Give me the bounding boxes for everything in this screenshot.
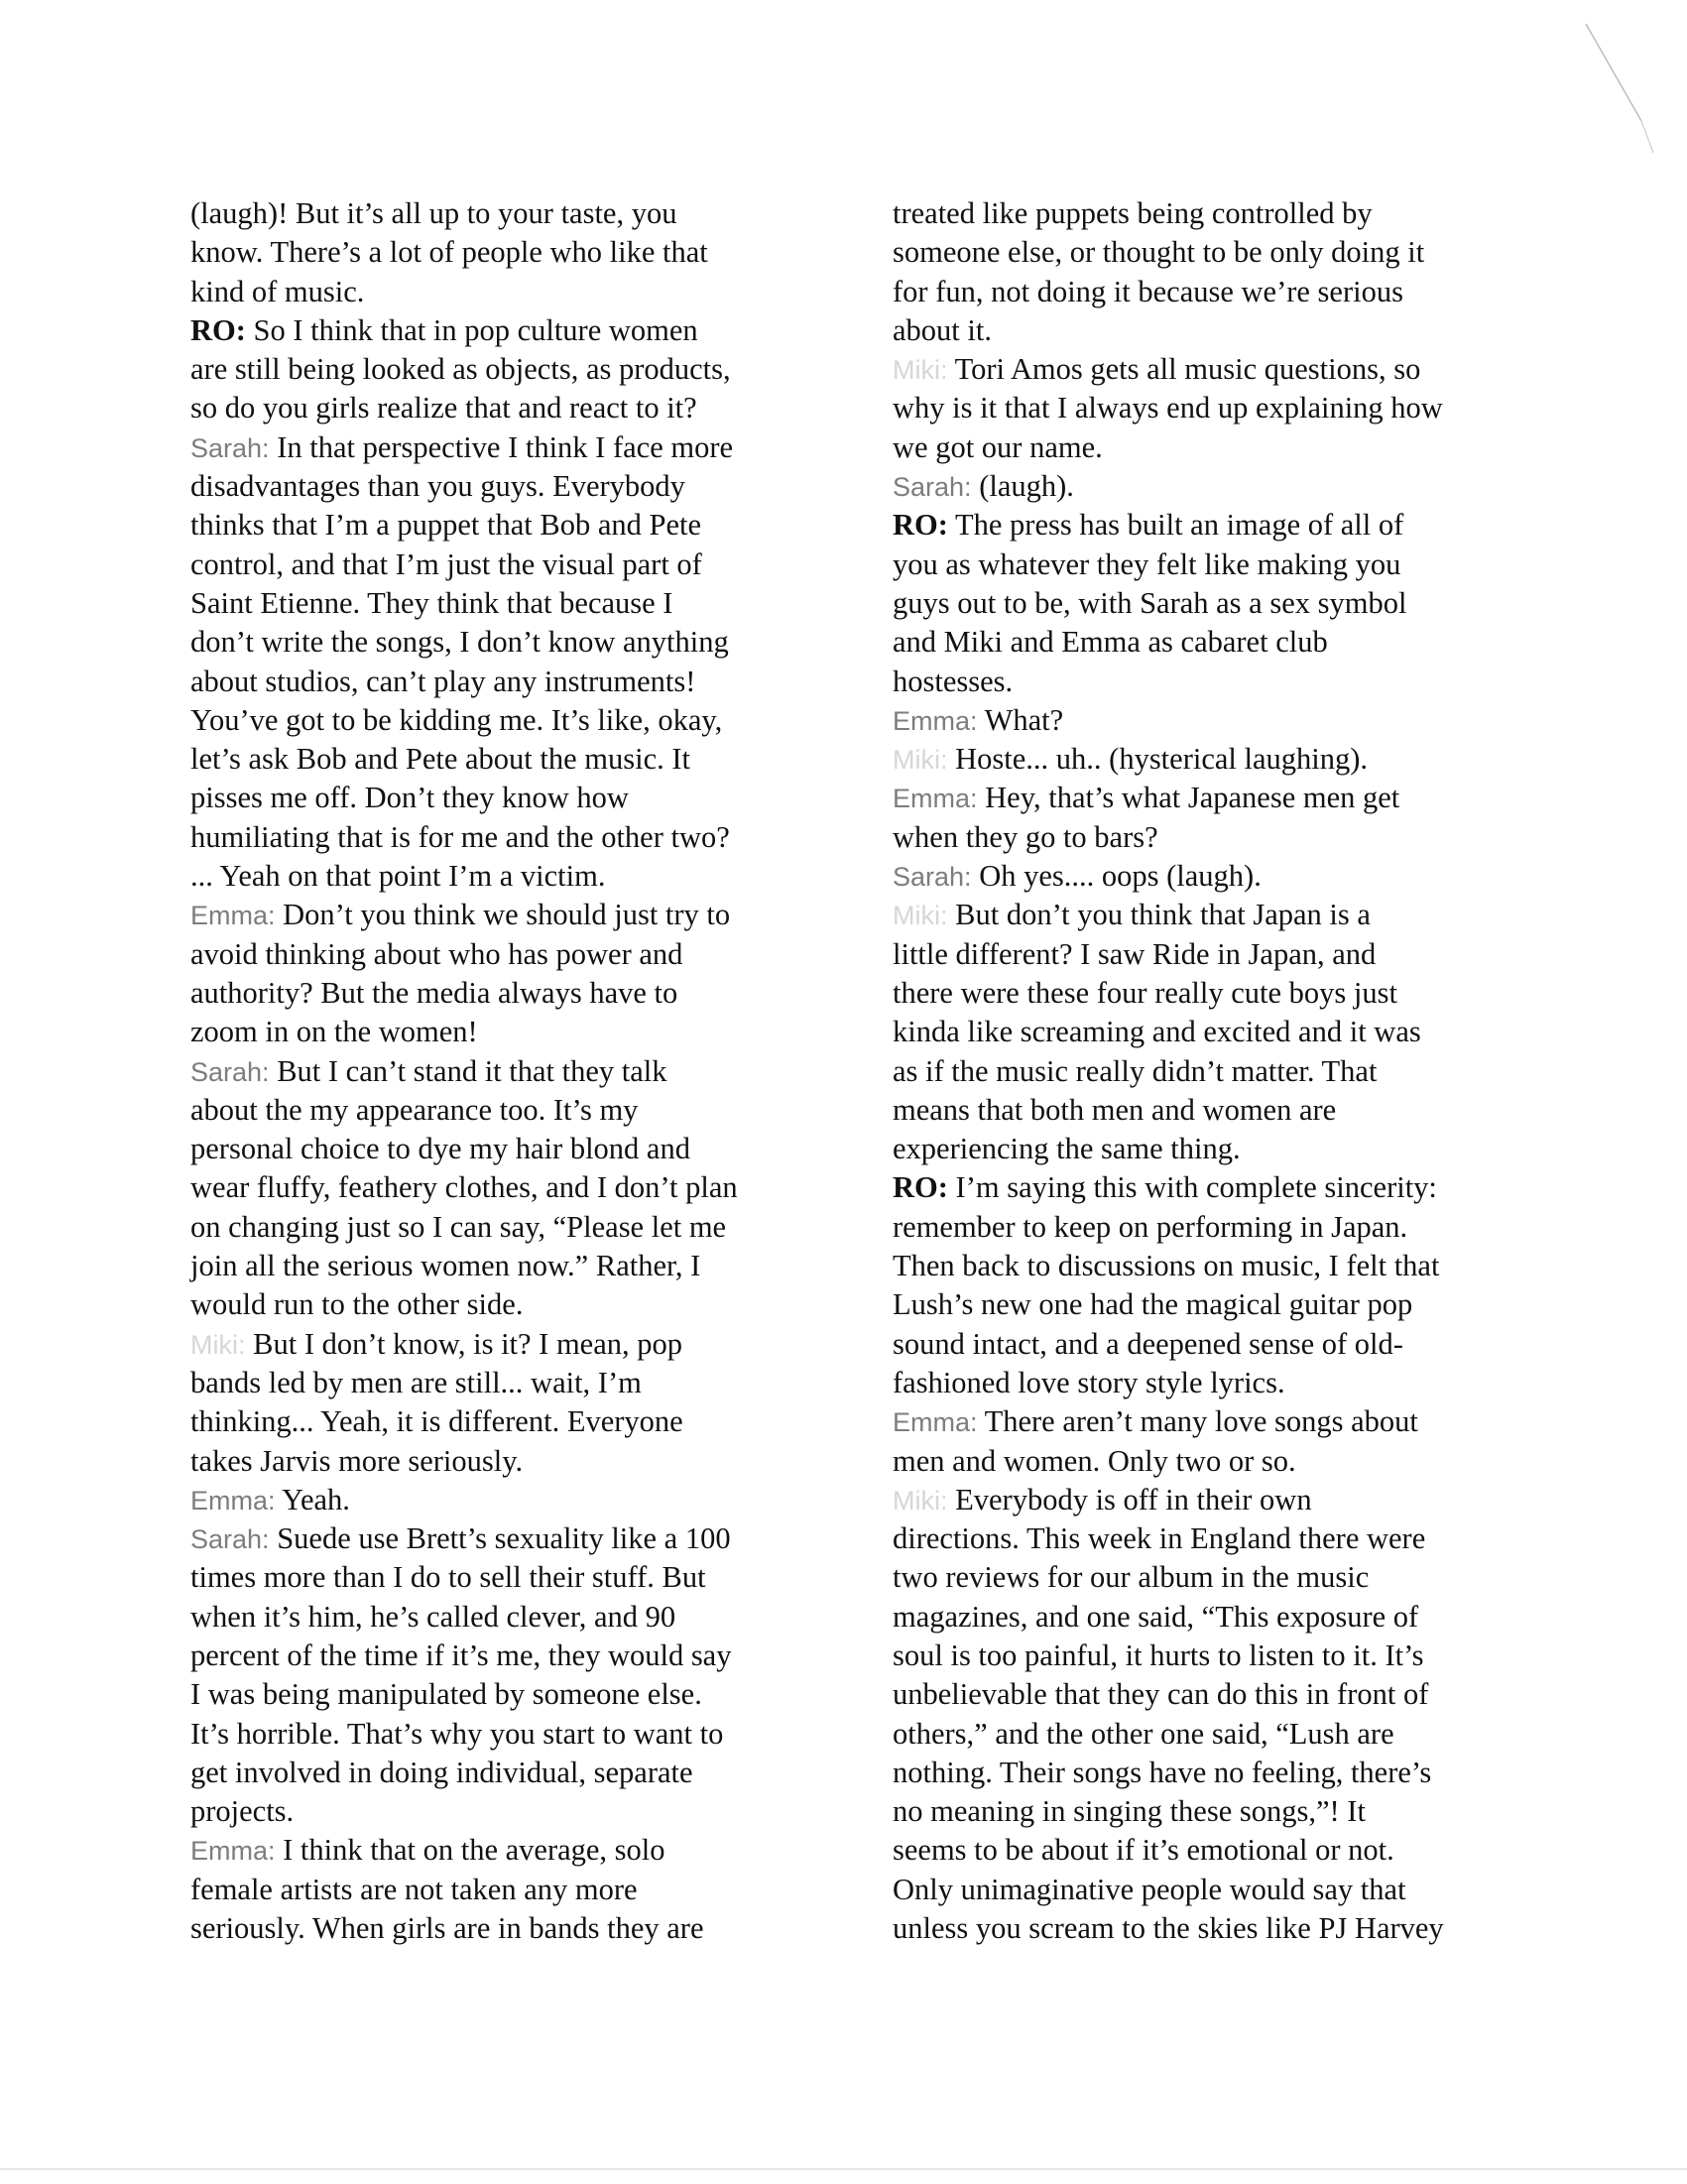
text-line bbox=[190, 623, 805, 662]
text-line bbox=[190, 701, 805, 740]
text-line bbox=[190, 740, 805, 779]
line-text: But don’t you think that Japan is a bbox=[947, 898, 1371, 932]
line-text: directions. This week in England there were bbox=[893, 1521, 1426, 1556]
line-text: (laugh). bbox=[971, 469, 1074, 504]
speaker-label: Emma: bbox=[893, 784, 978, 814]
line-text: join all the serious women now.” Rather, I bbox=[190, 1249, 701, 1283]
line-text: about it. bbox=[893, 312, 992, 347]
text-line bbox=[893, 1247, 1507, 1285]
text-line bbox=[190, 233, 805, 272]
text-line bbox=[893, 896, 1507, 934]
line-text: magazines, and one said, “This exposure of bbox=[893, 1599, 1419, 1634]
line-text: would run to the other side. bbox=[190, 1287, 524, 1322]
text-line bbox=[893, 1754, 1507, 1792]
line-text: Yeah. bbox=[275, 1482, 350, 1517]
line-text: ... Yeah on that point I’m a victim. bbox=[190, 859, 606, 894]
line-text: unbelievable that they can do this in front of bbox=[893, 1677, 1429, 1712]
text-line bbox=[893, 818, 1507, 857]
text-line bbox=[190, 1091, 805, 1130]
text-line bbox=[893, 779, 1507, 817]
line-text: control, and that I’m just the visual part of bbox=[190, 546, 702, 581]
line-text: Lush’s new one had the magical guitar pop bbox=[893, 1287, 1413, 1322]
text-line bbox=[893, 389, 1507, 427]
text-line bbox=[190, 506, 805, 545]
text-line bbox=[893, 1168, 1507, 1207]
text-line bbox=[190, 1402, 805, 1441]
text-line bbox=[190, 1909, 805, 1948]
speaker-label: Emma: bbox=[893, 1407, 978, 1438]
speaker-label: RO: bbox=[190, 312, 246, 347]
text-line bbox=[190, 1715, 805, 1754]
line-text: remember to keep on performing in Japan. bbox=[893, 1209, 1408, 1244]
line-text: It’s horrible. That’s why you start to want to bbox=[190, 1716, 724, 1751]
text-line bbox=[893, 546, 1507, 584]
scan-bottom-edge bbox=[0, 2168, 1687, 2170]
text-line bbox=[893, 1481, 1507, 1519]
text-line bbox=[190, 1208, 805, 1247]
text-line bbox=[190, 779, 805, 817]
text-line bbox=[893, 1598, 1507, 1637]
line-text: unless you scream to the skies like PJ Harvey bbox=[893, 1911, 1444, 1946]
speaker-label: Emma: bbox=[190, 1836, 276, 1867]
line-text: Everybody is off in their own bbox=[947, 1482, 1312, 1517]
speaker-label: Miki: bbox=[190, 1329, 246, 1360]
line-text: no meaning in singing these songs,”! It bbox=[893, 1794, 1366, 1829]
line-text: two reviews for our album in the music bbox=[893, 1560, 1370, 1595]
text-line bbox=[893, 857, 1507, 896]
speaker-label: RO: bbox=[893, 508, 948, 543]
line-text: bands led by men are still... wait, I’m bbox=[190, 1365, 642, 1399]
text-line bbox=[893, 506, 1507, 545]
line-text: get involved in doing individual, separate bbox=[190, 1755, 693, 1789]
text-line bbox=[893, 467, 1507, 506]
text-line bbox=[190, 584, 805, 623]
line-text: so do you girls realize that and react to it? bbox=[190, 391, 697, 425]
line-text: pisses me off. Don’t they know how bbox=[190, 781, 629, 815]
speaker-label: Miki: bbox=[893, 355, 948, 386]
line-text: seems to be about if it’s emotional or not. bbox=[893, 1833, 1394, 1868]
text-line bbox=[190, 1558, 805, 1597]
text-line bbox=[190, 1481, 805, 1519]
line-text: for fun, not doing it because we’re serious bbox=[893, 274, 1403, 308]
speaker-label: Miki: bbox=[893, 1485, 948, 1516]
line-text: But I can’t stand it that they talk bbox=[269, 1053, 667, 1088]
text-line bbox=[893, 1325, 1507, 1364]
speaker-label: Emma: bbox=[190, 901, 276, 931]
line-text: (laugh)! But it’s all up to your taste, you bbox=[190, 196, 677, 230]
line-text: there were these four really cute boys just bbox=[893, 975, 1397, 1010]
text-line bbox=[893, 1792, 1507, 1831]
text-line bbox=[893, 1364, 1507, 1402]
line-text: little different? I saw Ride in Japan, and bbox=[893, 936, 1377, 971]
scan-corner-mark bbox=[1580, 18, 1659, 157]
text-line bbox=[893, 1909, 1507, 1948]
line-text: are still being looked as objects, as products, bbox=[190, 352, 731, 387]
text-line bbox=[893, 1831, 1507, 1870]
line-text: disadvantages than you guys. Everybody bbox=[190, 469, 685, 504]
text-line bbox=[190, 896, 805, 934]
text-line bbox=[190, 1871, 805, 1909]
speaker-label: Emma: bbox=[190, 1485, 276, 1516]
line-text: seriously. When girls are in bands they are bbox=[190, 1911, 704, 1946]
text-line bbox=[893, 623, 1507, 662]
line-text: let’s ask Bob and Pete about the music. It bbox=[190, 742, 691, 777]
text-line bbox=[190, 467, 805, 506]
speaker-label: Sarah: bbox=[893, 472, 972, 503]
line-text: avoid thinking about who has power and bbox=[190, 936, 683, 971]
line-text: The press has built an image of all of bbox=[947, 508, 1404, 543]
text-line bbox=[190, 1519, 805, 1558]
line-text: as if the music really didn’t matter. That bbox=[893, 1053, 1378, 1088]
line-text: others,” and the other one said, “Lush are bbox=[893, 1716, 1394, 1751]
line-text: personal choice to dye my hair blond and bbox=[190, 1132, 690, 1166]
line-text: know. There’s a lot of people who like that bbox=[190, 235, 708, 270]
line-text: I was being manipulated by someone else. bbox=[190, 1677, 702, 1712]
text-line bbox=[190, 350, 805, 389]
line-text: hostesses. bbox=[893, 664, 1014, 698]
line-text: Then back to discussions on music, I felt that bbox=[893, 1249, 1440, 1283]
line-text: I’m saying this with complete sincerity: bbox=[947, 1170, 1437, 1205]
line-text: you as whatever they felt like making you bbox=[893, 546, 1401, 581]
line-text: experiencing the same thing. bbox=[893, 1132, 1241, 1166]
speaker-label: Miki: bbox=[893, 901, 948, 931]
line-text: Only unimaginative people would say that bbox=[893, 1872, 1406, 1906]
line-text: In that perspective I think I face more bbox=[269, 429, 734, 464]
text-line bbox=[893, 1442, 1507, 1481]
text-line bbox=[190, 428, 805, 467]
text-line bbox=[893, 663, 1507, 701]
speaker-label: Emma: bbox=[893, 705, 978, 736]
line-text: Don’t you think we should just try to bbox=[275, 898, 731, 932]
line-text: kinda like screaming and excited and it was bbox=[893, 1015, 1421, 1049]
line-text: why is it that I always end up explaining how bbox=[893, 391, 1443, 425]
text-line bbox=[893, 1013, 1507, 1051]
speaker-label: Sarah: bbox=[190, 1524, 270, 1555]
text-line bbox=[893, 1091, 1507, 1130]
line-text: You’ve got to be kidding me. It’s like, okay, bbox=[190, 702, 723, 737]
line-text: So I think that in pop culture women bbox=[245, 312, 698, 347]
text-line bbox=[190, 1325, 805, 1364]
text-line bbox=[190, 1364, 805, 1402]
speaker-label: Sarah: bbox=[893, 862, 972, 893]
left-text-column bbox=[190, 194, 805, 1948]
text-line bbox=[190, 1831, 805, 1870]
line-text: thinks that I’m a puppet that Bob and Pete bbox=[190, 508, 702, 543]
text-line bbox=[893, 194, 1507, 233]
line-text: someone else, or thought to be only doing it bbox=[893, 235, 1425, 270]
text-line bbox=[190, 663, 805, 701]
line-text: on changing just so I can say, “Please let me bbox=[190, 1209, 727, 1244]
line-text: Suede use Brett’s sexuality like a 100 bbox=[269, 1521, 731, 1556]
line-text: when they go to bars? bbox=[893, 819, 1158, 854]
line-text: Tori Amos gets all music questions, so bbox=[947, 352, 1421, 387]
text-line bbox=[893, 740, 1507, 779]
line-text: authority? But the media always have to bbox=[190, 975, 678, 1010]
text-line bbox=[893, 974, 1507, 1013]
right-text-column bbox=[893, 194, 1507, 1948]
text-line bbox=[190, 1130, 805, 1168]
line-text: There aren’t many love songs about bbox=[977, 1404, 1418, 1439]
text-line bbox=[190, 857, 805, 896]
line-text: we got our name. bbox=[893, 429, 1103, 464]
line-text: about the my appearance too. It’s my bbox=[190, 1092, 639, 1127]
text-line bbox=[190, 1285, 805, 1324]
line-text: humiliating that is for me and the other two? bbox=[190, 819, 730, 854]
line-text: takes Jarvis more seriously. bbox=[190, 1443, 524, 1478]
text-line bbox=[893, 428, 1507, 467]
line-text: fashioned love story style lyrics. bbox=[893, 1365, 1285, 1399]
text-line bbox=[893, 1637, 1507, 1675]
text-line bbox=[893, 1715, 1507, 1754]
line-text: zoom in on the women! bbox=[190, 1015, 478, 1049]
text-line bbox=[190, 389, 805, 427]
text-line bbox=[190, 1754, 805, 1792]
line-text: guys out to be, with Sarah as a sex symbol bbox=[893, 585, 1407, 620]
text-line bbox=[190, 1013, 805, 1051]
line-text: I think that on the average, solo bbox=[275, 1833, 665, 1868]
text-line bbox=[190, 974, 805, 1013]
speaker-label: Sarah: bbox=[190, 1056, 270, 1087]
text-line bbox=[893, 1285, 1507, 1324]
text-line bbox=[190, 194, 805, 233]
line-text: nothing. Their songs have no feeling, there’s bbox=[893, 1755, 1432, 1789]
text-line bbox=[190, 935, 805, 974]
text-line bbox=[190, 1168, 805, 1207]
line-text: treated like puppets being controlled by bbox=[893, 196, 1373, 230]
text-line bbox=[190, 1052, 805, 1091]
line-text: Saint Etienne. They think that because I bbox=[190, 585, 673, 620]
line-text: percent of the time if it’s me, they would say bbox=[190, 1638, 732, 1672]
line-text: about studios, can’t play any instruments! bbox=[190, 664, 696, 698]
text-line bbox=[893, 1558, 1507, 1597]
line-text: female artists are not taken any more bbox=[190, 1872, 638, 1906]
text-line bbox=[190, 1675, 805, 1714]
line-text: when it’s him, he’s called clever, and 90 bbox=[190, 1599, 676, 1634]
text-line bbox=[893, 1675, 1507, 1714]
line-text: times more than I do to sell their stuff. But bbox=[190, 1560, 706, 1595]
speaker-label: Sarah: bbox=[190, 432, 270, 463]
text-line bbox=[190, 1598, 805, 1637]
line-text: soul is too painful, it hurts to listen to it. It’s bbox=[893, 1638, 1424, 1672]
text-line bbox=[893, 1871, 1507, 1909]
text-line bbox=[190, 818, 805, 857]
text-line bbox=[190, 1792, 805, 1831]
line-text: don’t write the songs, I don’t know anything bbox=[190, 625, 729, 660]
text-line bbox=[893, 311, 1507, 350]
text-line bbox=[893, 1130, 1507, 1168]
text-line bbox=[190, 311, 805, 350]
line-text: projects. bbox=[190, 1794, 295, 1829]
speaker-label: RO: bbox=[893, 1170, 948, 1205]
line-text: Hoste... uh.. (hysterical laughing). bbox=[947, 742, 1369, 777]
text-line bbox=[190, 546, 805, 584]
speaker-label: Miki: bbox=[893, 745, 948, 776]
line-text: wear fluffy, feathery clothes, and I don’t plan bbox=[190, 1170, 738, 1205]
text-line bbox=[190, 273, 805, 311]
text-line bbox=[893, 1519, 1507, 1558]
text-line bbox=[893, 701, 1507, 740]
line-text: sound intact, and a deepened sense of old- bbox=[893, 1326, 1403, 1361]
line-text: kind of music. bbox=[190, 274, 365, 308]
line-text: What? bbox=[977, 702, 1064, 737]
line-text: Hey, that’s what Japanese men get bbox=[977, 781, 1400, 815]
line-text: men and women. Only two or so. bbox=[893, 1443, 1296, 1478]
line-text: means that both men and women are bbox=[893, 1092, 1337, 1127]
line-text: thinking... Yeah, it is different. Everyone bbox=[190, 1404, 683, 1439]
text-line bbox=[893, 350, 1507, 389]
text-line bbox=[893, 273, 1507, 311]
text-line bbox=[893, 1052, 1507, 1091]
text-line bbox=[893, 1402, 1507, 1441]
text-line bbox=[893, 935, 1507, 974]
line-text: Oh yes.... oops (laugh). bbox=[971, 859, 1262, 894]
line-text: and Miki and Emma as cabaret club bbox=[893, 625, 1328, 660]
line-text: But I don’t know, is it? I mean, pop bbox=[245, 1326, 683, 1361]
text-line bbox=[190, 1247, 805, 1285]
text-line bbox=[893, 584, 1507, 623]
text-line bbox=[893, 233, 1507, 272]
text-line bbox=[893, 1208, 1507, 1247]
text-line bbox=[190, 1442, 805, 1481]
text-line bbox=[190, 1637, 805, 1675]
